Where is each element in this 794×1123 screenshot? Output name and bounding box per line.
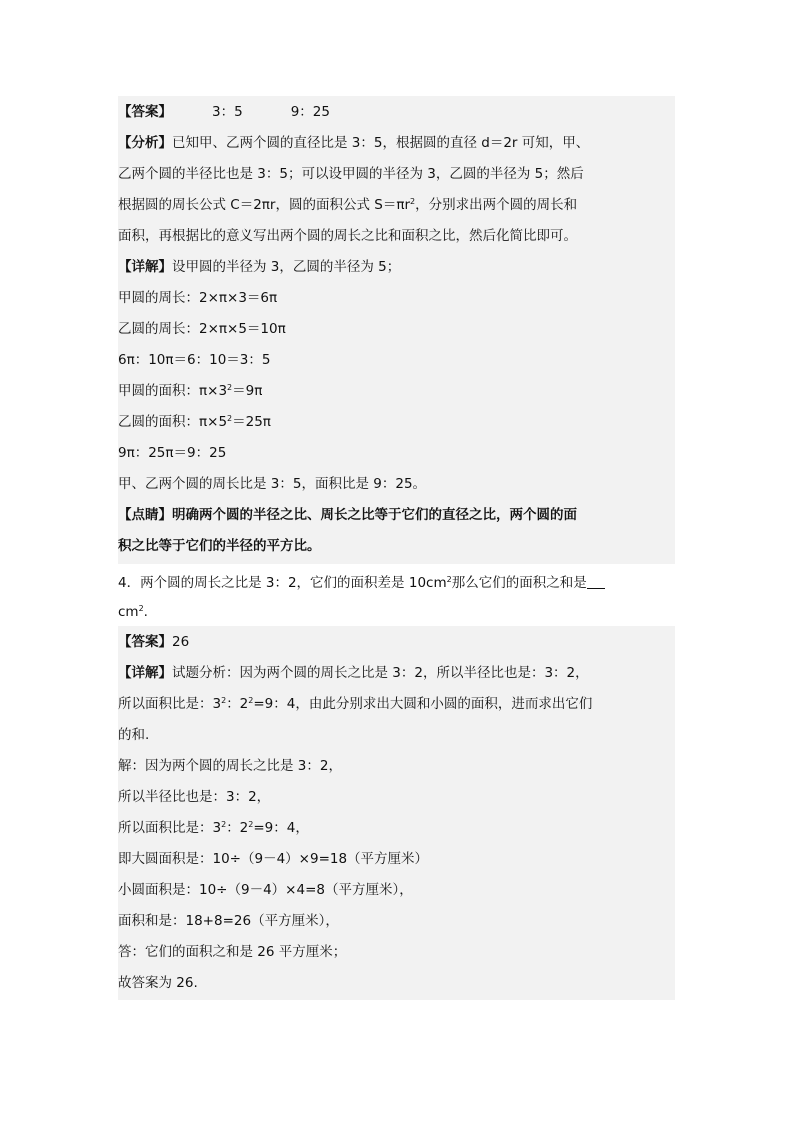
solution-step-3: 所以面积比是：$3^2$：$2^2=9$：4， — [118, 820, 309, 836]
tip-label: 【点睛】 — [118, 507, 172, 523]
calc-line-3: 6π：10π＝6：10＝3：5 — [118, 352, 271, 368]
solution-block-2 — [118, 626, 675, 1000]
detail2-line-3: 的和. — [118, 727, 150, 743]
analysis-line-1: 【分析】已知甲、乙两个圆的直径比是 3：5，根据圆的直径 d＝2r 可知，甲、 — [118, 135, 590, 151]
tip-line-1: 【点睛】明确两个圆的半径之比、周长之比等于它们的直径之比，两个圆的面 — [118, 507, 577, 523]
solution-step-5: 小圆面积是：10÷（9－4）×4=8（平方厘米）， — [118, 882, 413, 898]
answer-blank — [587, 576, 605, 589]
analysis-line-3: 根据圆的周长公式 C＝2πr，圆的面积公式 $S=\pi r^2$，分别求出两个圆的周长和 — [118, 197, 578, 213]
detail2-line-1: 【详解】试题分析：因为两个圆的周长之比是 3：2，所以半径比也是：3：2， — [118, 665, 589, 681]
solution-step-2: 所以半径比也是：3：2， — [118, 789, 271, 805]
answer-line — [118, 104, 330, 120]
detail-label: 【详解】 — [118, 259, 172, 275]
solution-step-1: 解：因为两个圆的周长之比是 3：2， — [118, 758, 342, 774]
analysis-line-4: 面积，再根据比的意义写出两个圆的周长之比和面积之比，然后化简比即可。 — [118, 228, 577, 244]
answer-label: 【答案】 — [118, 104, 172, 120]
analysis-line-2: 乙两个圆的半径比也是 3：5；可以设甲圆的半径为 3，乙圆的半径为 5；然后 — [118, 166, 584, 182]
area-line-1: 甲圆的面积：$\pi\times 3^2=9\pi$ — [118, 383, 263, 399]
analysis-label: 【分析】 — [118, 135, 172, 151]
answer-label-2: 【答案】 — [118, 634, 172, 650]
tip-line-2: 积之比等于它们的半径的平方比。 — [118, 538, 321, 554]
calc-line-1: 甲圆的周长：2×π×3＝6π — [118, 290, 278, 306]
solution-step-8: 故答案为 26. — [118, 975, 198, 991]
question-4-line-2: $cm^2$. — [118, 604, 148, 620]
answer-value-2: 9：25 — [290, 104, 330, 120]
solution-step-4: 即大圆面积是：10÷（9－4）×9=18（平方厘米） — [118, 851, 429, 867]
conclusion-line: 甲、乙两个圆的周长比是 3：5，面积比是 9：25。 — [118, 476, 427, 492]
area-line-3: 9π：25π＝9：25 — [118, 445, 227, 461]
solution-step-7: 答：它们的面积之和是 26 平方厘米； — [118, 944, 347, 960]
detail-label-2: 【详解】 — [118, 665, 172, 681]
area-line-2: 乙圆的面积：$\pi\times 5^2=25\pi$ — [118, 414, 271, 430]
answer-value-1: 3：5 — [212, 104, 243, 120]
solution-block-1 — [118, 96, 675, 564]
solution-step-6: 面积和是：18+8=26（平方厘米）， — [118, 913, 339, 929]
detail-line: 【详解】设甲圆的半径为 3，乙圆的半径为 5； — [118, 259, 401, 275]
calc-line-2: 乙圆的周长：2×π×5＝10π — [118, 321, 286, 337]
answer-value: 26 — [172, 634, 190, 650]
answer-line-2 — [118, 634, 189, 650]
detail2-line-2: 所以面积比是：$3^2$：$2^2=9$：4，由此分别求出大圆和小圆的面积，进而求出它们 — [118, 696, 593, 712]
question-4-line-1: 4．两个圆的周长之比是 3：2，它们的面积差是 $10cm^2$那么它们的面积之和是 — [118, 575, 605, 591]
